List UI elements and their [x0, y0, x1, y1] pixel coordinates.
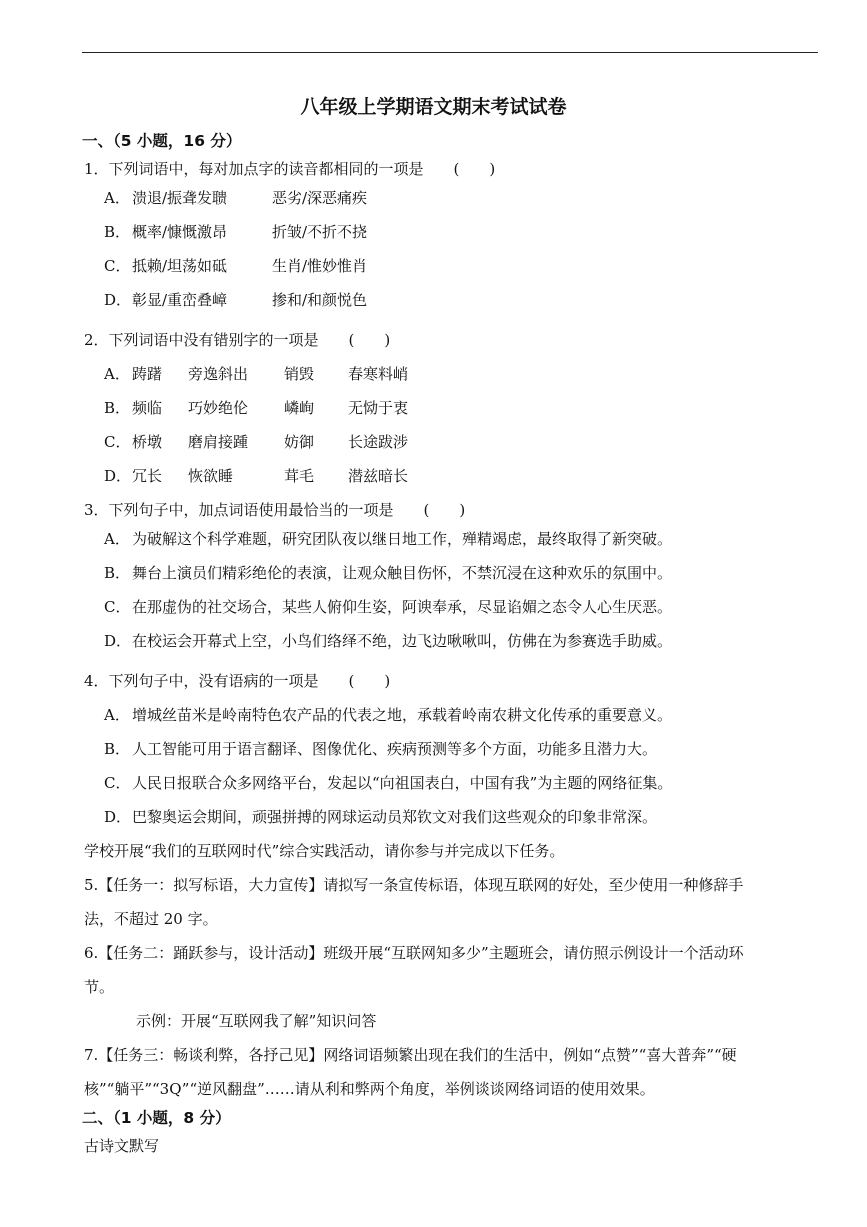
- option-text: 妨御: [284, 433, 315, 451]
- option-label: A．: [104, 530, 130, 548]
- q1-option-a: [104, 188, 367, 208]
- option-text: 春寒料峭: [348, 365, 409, 383]
- option-label: A．: [104, 706, 130, 724]
- q1-option-b: [104, 222, 367, 242]
- q3-option-c: [104, 597, 672, 617]
- activity-intro: 学校开展“我们的互联网时代”综合实践活动，请你参与并完成以下任务。: [84, 842, 565, 860]
- option-text: 掺和/和颜悦色: [272, 291, 368, 309]
- option-label: A．: [104, 365, 130, 383]
- option-text: 在校运会开幕式上空，小鸟们络绎不绝，边飞边啾啾叫，仿佛在为参赛选手助威。: [132, 632, 673, 650]
- q1-option-d: [104, 290, 367, 310]
- option-text: 恶劣/深恶痛疾: [272, 189, 368, 207]
- option-text: 无恸于衷: [348, 399, 409, 417]
- option-text: 概率/慷慨激昂: [132, 223, 228, 241]
- option-text: 频临: [132, 399, 163, 417]
- option-text: 在那虚伪的社交场合，某些人俯仰生姿，阿谀奉承，尽显谄媚之态令人心生厌恶。: [132, 598, 673, 616]
- option-label: C．: [104, 257, 131, 275]
- q1-stem: 1．下列词语中，每对加点字的读音都相同的一项是 ( ): [84, 160, 496, 178]
- option-text: 人民日报联合众多网络平台，发起以“向祖国表白，中国有我”为主题的网络征集。: [132, 774, 673, 792]
- q7-line-1: 7.【任务三：畅谈利弊，各抒己见】网络词语频繁出现在我们的生活中，例如“点赞”“喜大普奔”“硬: [84, 1046, 737, 1064]
- option-label: B．: [104, 564, 131, 582]
- option-text: 恢欲睡: [188, 467, 234, 485]
- option-label: D．: [104, 291, 132, 309]
- option-text: 生肖/惟妙惟肖: [272, 257, 368, 275]
- section-1-header: 一、（5 小题，16 分）: [82, 132, 242, 150]
- q5-line-2: 法，不超过 20 字。: [84, 910, 218, 928]
- q7-line-2: 核”“躺平”“3Q”“逆风翻盘”……请从利和弊两个角度，举例谈谈网络词语的使用效果。: [84, 1080, 655, 1098]
- option-label: A．: [104, 189, 130, 207]
- q4-stem: 4．下列句子中，没有语病的一项是 ( ): [84, 672, 391, 690]
- option-label: C．: [104, 598, 131, 616]
- q5-line-1: 5.【任务一：拟写标语，大力宣传】请拟写一条宣传标语，体现互联网的好处，至少使用一种修辞手: [84, 876, 744, 894]
- q3-option-b: [104, 563, 672, 583]
- q6-line-2: 节。: [84, 978, 115, 996]
- header-rule: [82, 52, 818, 53]
- q4-option-b: [104, 739, 657, 759]
- option-text: 桥墩: [132, 433, 163, 451]
- option-text: 折皱/不折不挠: [272, 223, 368, 241]
- option-text: 彰显/重峦叠嶂: [132, 291, 228, 309]
- option-text: 旁逸斜出: [188, 365, 249, 383]
- q2-option-d: [104, 466, 408, 486]
- q6-example: 示例：开展“互联网我了解”知识问答: [136, 1012, 377, 1030]
- q2-option-b: [104, 398, 408, 418]
- q2-option-c: [104, 432, 408, 452]
- q4-option-c: [104, 773, 672, 793]
- option-text: 溃退/振聋发聩: [132, 189, 228, 207]
- option-label: C．: [104, 774, 131, 792]
- q1-option-c: [104, 256, 367, 276]
- section-2-subtitle: 古诗文默写: [84, 1137, 160, 1155]
- q4-option-d: [104, 807, 657, 827]
- option-text: 冗长: [132, 467, 163, 485]
- option-text: 巧妙绝伦: [188, 399, 249, 417]
- option-text: 销毁: [284, 365, 315, 383]
- q2-stem: 2．下列词语中没有错别字的一项是 ( ): [84, 331, 391, 349]
- q3-option-a: [104, 529, 672, 549]
- option-label: B．: [104, 223, 131, 241]
- option-text: 抵赖/坦荡如砥: [132, 257, 228, 275]
- q2-option-a: [104, 364, 408, 384]
- section-2-header: 二、（1 小题，8 分）: [82, 1109, 231, 1127]
- option-label: C．: [104, 433, 131, 451]
- option-label: D．: [104, 467, 132, 485]
- option-text: 踌躇: [132, 365, 163, 383]
- option-label: D．: [104, 632, 132, 650]
- q6-line-1: 6.【任务二：踊跃参与，设计活动】班级开展“互联网知多少”主题班会，请仿照示例设计一个活动环: [84, 944, 744, 962]
- option-text: 长途跋涉: [348, 433, 409, 451]
- option-text: 舞台上演员们精彩绝伦的表演，让观众触目伤怀，不禁沉浸在这种欢乐的氛围中。: [132, 564, 673, 582]
- page-title: 八年级上学期语文期末考试试卷: [300, 96, 567, 118]
- option-text: 为破解这个科学难题，研究团队夜以继日地工作，殚精竭虑，最终取得了新突破。: [132, 530, 673, 548]
- option-text: 茸毛: [284, 467, 315, 485]
- option-text: 增城丝苗米是岭南特色农产品的代表之地，承载着岭南农耕文化传承的重要意义。: [132, 706, 673, 724]
- q3-option-d: [104, 631, 672, 651]
- option-text: 嶙峋: [284, 399, 315, 417]
- option-text: 潜兹暗长: [348, 467, 409, 485]
- option-label: D．: [104, 808, 132, 826]
- option-label: B．: [104, 740, 131, 758]
- q3-stem: 3．下列句子中，加点词语使用最恰当的一项是 ( ): [84, 501, 466, 519]
- q4-option-a: [104, 705, 672, 725]
- option-label: B．: [104, 399, 131, 417]
- option-text: 磨肩接踵: [188, 433, 249, 451]
- option-text: 巴黎奥运会期间，顽强拼搏的网球运动员郑钦文对我们这些观众的印象非常深。: [132, 808, 658, 826]
- option-text: 人工智能可用于语言翻译、图像优化、疾病预测等多个方面，功能多且潜力大。: [132, 740, 658, 758]
